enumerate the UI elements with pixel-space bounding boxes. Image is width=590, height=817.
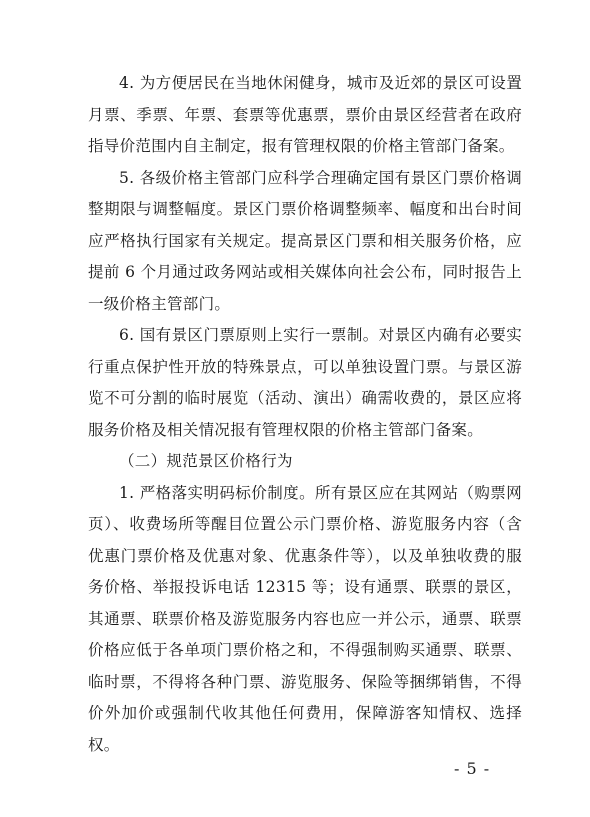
page-number: - 5 - <box>454 759 491 778</box>
paragraph-price-labeling: 1. 严格落实明码标价制度。所有景区应在其网站（购票网页）、收费场所等醒目位置公示门票价格、游览服务内容（含优惠门票价格及优惠对象、优惠条件等），以及单独收费的服务价格、举报投诉电话 12315 等；设有通票、联票的景区，其通票、联票价格及游览服务内容也应一并公示，通票、联票价格应低于各单项门票价格之和，不得强制购买通票、联票、临时票，不得将各种门票、游览服务、保险等捆绑销售，不得价外加价或强制代收其他任何费用，保障游客知情权、选择权。 <box>88 483 522 754</box>
section-heading: （二）规范景区价格行为 <box>119 452 293 470</box>
paragraph-price-adjustment: 5. 各级价格主管部门应科学合理确定国有景区门票价格调整期限与调整幅度。景区门票价格调整频率、幅度和出台时间应严格执行国家有关规定。提高景区门票和相关服务价格，应提前 6 个月通过政务网站或相关媒体向社会公布，同时报告上一级价格主管部门。 <box>88 168 522 313</box>
paragraph-single-ticket: 6. 国有景区门票原则上实行一票制。对景区内确有必要实行重点保护性开放的特殊景点，可以单独设置门票。与景区游览不可分割的临时展览（活动、演出）确需收费的，景区应将服务价格及相关情况报有管理权限的价格主管部门备案。 <box>88 326 522 439</box>
document-body <box>88 68 522 761</box>
paragraph-monthly-tickets: 4. 为方便居民在当地休闲健身，城市及近郊的景区可设置月票、季票、年票、套票等优惠票，票价由景区经营者在政府指导价范围内自主制定，报有管理权限的价格主管部门备案。 <box>88 74 522 155</box>
